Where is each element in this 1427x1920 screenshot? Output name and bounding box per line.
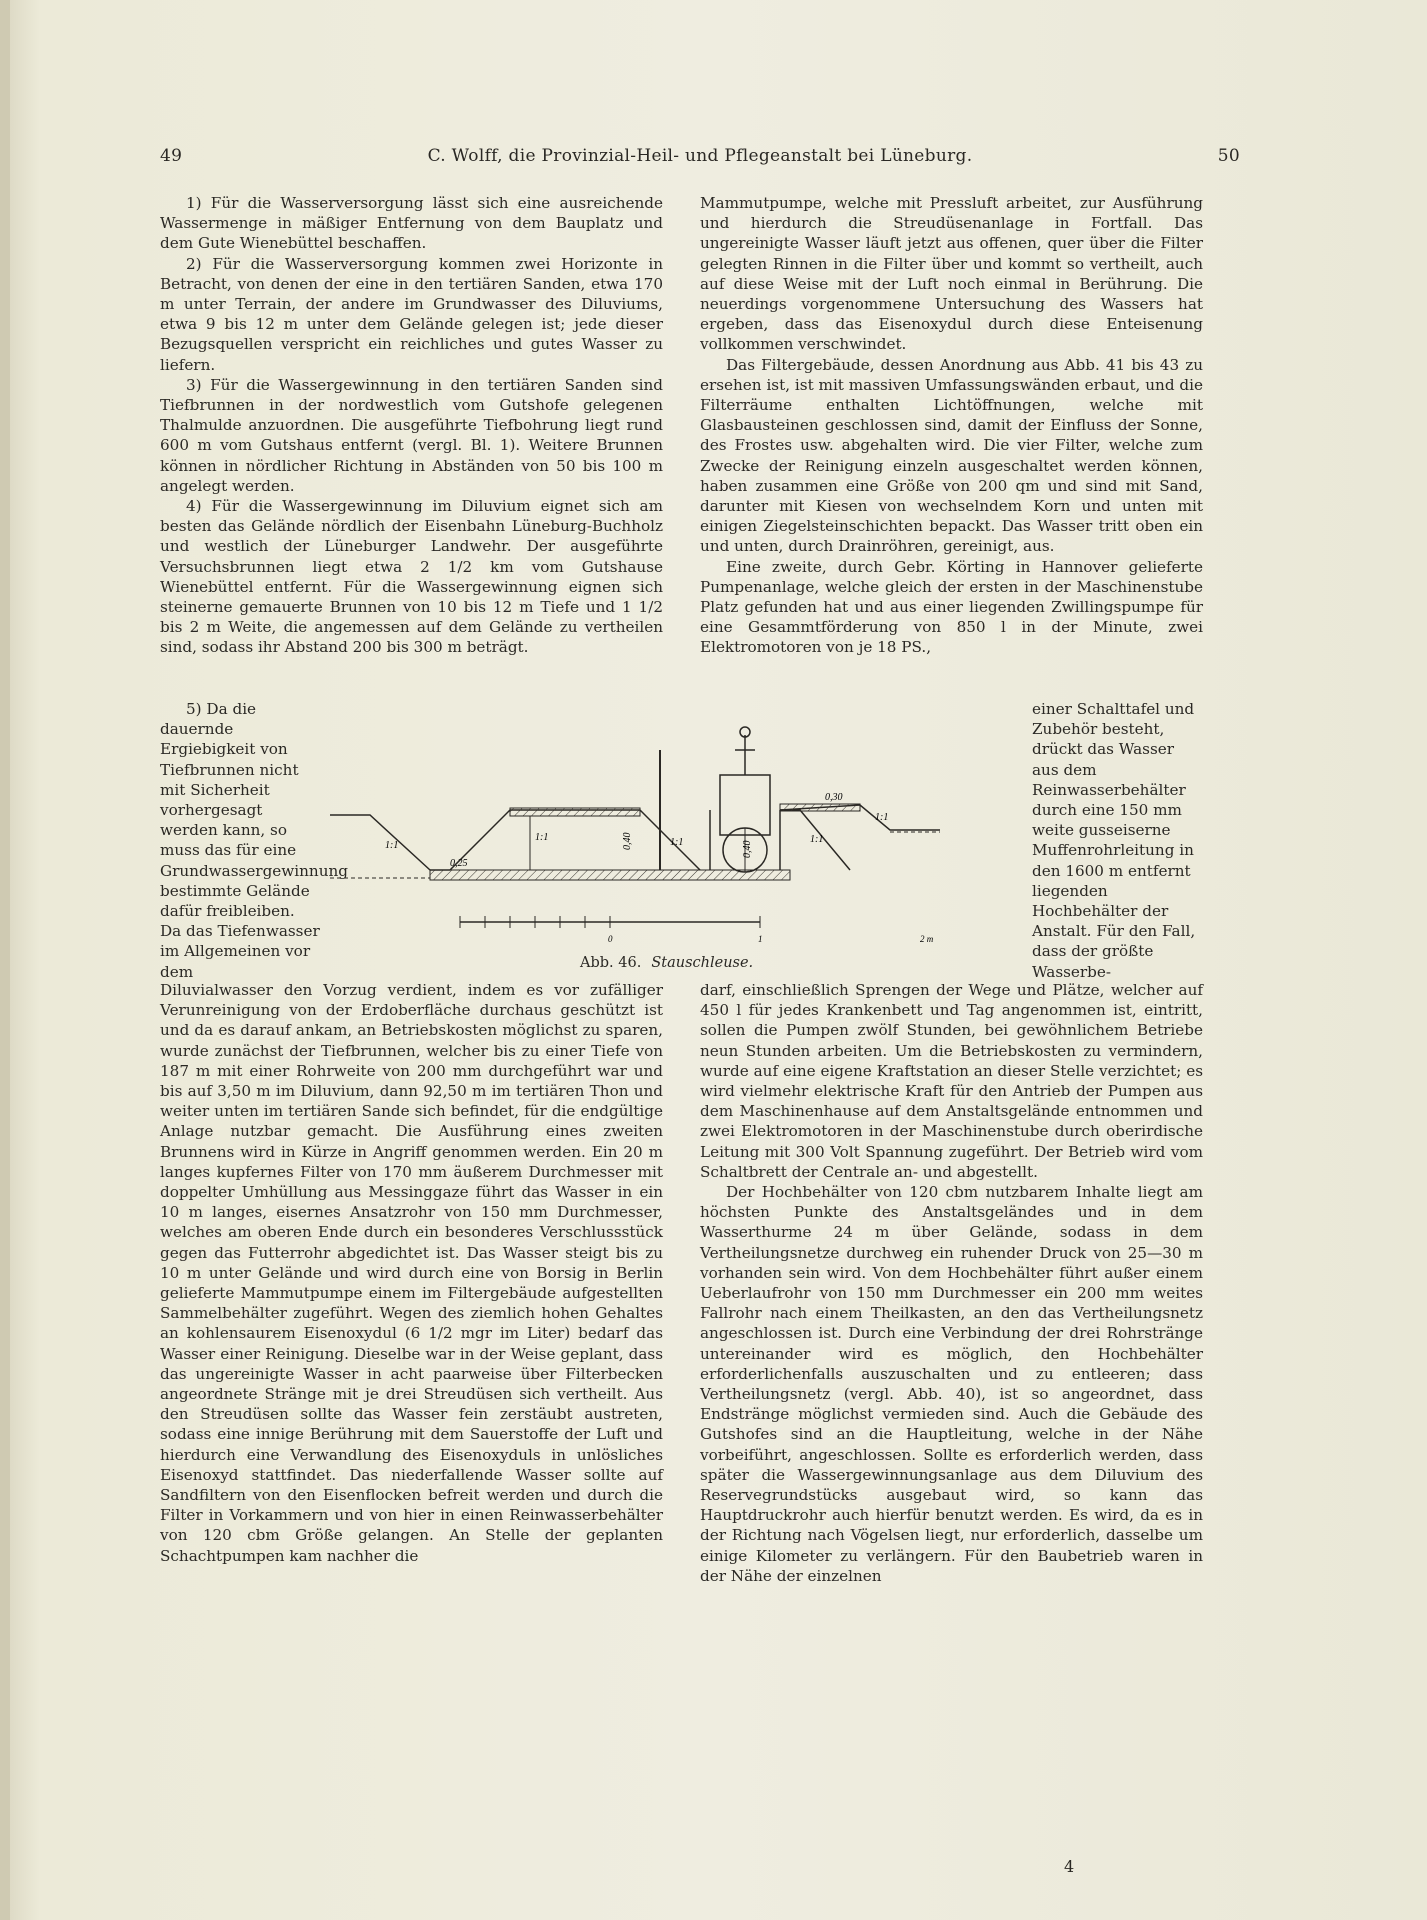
- left-column-top: [160, 193, 663, 658]
- base-layer: [430, 870, 790, 880]
- label-slope-right: 1:1: [875, 812, 889, 823]
- left-column-narrow: [160, 699, 348, 982]
- right-column-top: [700, 193, 1203, 658]
- right-column-narrow: [1032, 699, 1203, 982]
- label-scale-zero: 0: [608, 934, 613, 944]
- paragraph-6: Diluvialwasser den Vorzug verdient, indem es vor zufälliger Verunreinigung von der Erdoberfläche durchaus geschützt ist und da es darauf ankam, an Betriebskosten möglichst zu sparen, wurde zunächst der Tiefbrunnen, welcher bis zu einer Tiefe von 187 m mit einer Rohrweite von 200 mm durchgeführt war und bis auf 3,50 m im Diluvium, dann 92,50 m im tertiären Thon und weiter unten im tertiären Sande sich befindet, für die endgültige Anlage nutzbar gemacht. Die Ausführung eines zweiten Brunnens wird in Kürze in Angriff genommen werden. Ein 20 m langes kupfernes Filter von 170 mm äußerem Durchmesser mit doppelter Umhüllung aus Messinggaze führt das Wasser in ein 10 m langes, eisernes Ansatzrohr von 150 mm Durchmesser, welches am oberen Ende durch ein besonderes Verschlussstück gegen das Futterrohr abgedichtet ist. Das Wasser steigt bis zu 10 m unter Gelände und wird durch eine von Borsig in Berlin gelieferte Mammutpumpe einem im Filtergebäude aufgestellten Sammelbehälter zugeführt. Wegen des ziemlich hohen Gehaltes an kohlensaurem Eisenoxydul (6 1/2 mgr im Liter) bedarf das Wasser einer Reinigung. Dieselbe war in der Weise geplant, dass das ungereinigte Wasser in acht paarweise über Filterbecken angeordnete Stränge mit je drei Streudüsen sich vertheilt. Aus den Streudüsen sollte das Wasser fein zerstäubt austreten, sodass eine innige Berührung mit dem Sauerstoffe der Luft und hierdurch eine Verwandlung des Eisenoxyduls in unlösliches Eisenoxyd stattfindet. Das niederfallende Wasser sollte auf Sandfiltern von den Eisenflocken befreit werden und durch die Filter in Vorkammern und von hier in einen Reinwasserbehälter von 120 cbm Größe gelangen. An Stelle der geplanten Schachtpumpen kam nachher die: [160, 981, 663, 1565]
- running-header: [160, 146, 1240, 176]
- stauschleuse-drawing: [330, 720, 1030, 980]
- paragraph-3: 3) Für die Wassergewinnung in den tertiären Sanden sind Tiefbrunnen in der nordwestlich vom Gutshofe gelegenen Thalmulde anzuordnen. Die ausgeführte Tiefbohrung liegt rund 600 m vom Gutshaus entfernt (vergl. Bl. 1). Weitere Brunnen können in nördlicher Richtung in Abständen von 50 bis 100 m angelegt werden.: [160, 375, 663, 495]
- figure-caption: [580, 955, 753, 971]
- label-dim-depth: 0,40: [622, 832, 633, 850]
- paragraph-11: darf, einschließlich Sprengen der Wege und Plätze, welcher auf 450 l für jedes Krankenbett und Tag angenommen ist, eintritt, sollen die Pumpen zwölf Stunden, bei gewöhnlichem Betriebe neun Stunden arbeiten. Um die Betriebskosten zu vermindern, wurde auf eine eigene Kraftstation an dieser Stelle verzichtet; es wird vielmehr elektrische Kraft für den Antrieb der Pumpen aus dem Maschinenhause auf dem Anstaltsgelände entnommen und zwei Elektromotoren in der Maschinenstube durch oberirdische Leitung mit 300 Volt Spannung zugeführt. Der Betrieb wird vom Schaltbrett der Centrale an- und abgestellt.: [700, 981, 1203, 1181]
- top-layer-right: [780, 804, 860, 811]
- page-edge: [0, 0, 10, 1920]
- gate-housing: [720, 775, 770, 835]
- ground-left-line: [330, 815, 430, 870]
- label-slope-right-inner: 1:1: [810, 834, 824, 845]
- caption-title: Stauschleuse.: [651, 955, 754, 971]
- sheet-signature: 4: [1064, 1857, 1075, 1876]
- paragraph-2: 2) Für die Wasserversorgung kommen zwei Horizonte in Betracht, von denen der eine in den tertiären Sanden, etwa 170 m unter Terrain, der andere im Grundwasser des Diluviums, etwa 9 bis 12 m unter dem Gelände gelegen ist; jede dieser Bezugsquellen verspricht ein reichliches und gutes Wasser zu liefern.: [160, 254, 663, 374]
- label-scale-unit: 2 m: [920, 934, 934, 944]
- label-slope-mid-left: 1:1: [535, 832, 549, 843]
- label-dim-top: 0,30: [825, 792, 843, 803]
- paragraph-12: Der Hochbehälter von 120 cbm nutzbarem Inhalte liegt am höchsten Punkte des Anstaltsgeländes und in dem Wasserthurme 24 m über Gelände, sodass in dem Vertheilungsnetze durchweg ein ruhender Druck von 25—30 m vorhanden sein wird. Von dem Hochbehälter führt außer einem Ueberlaufrohr von 150 mm Durchmesser ein 200 mm weites Fallrohr nach einem Theilkasten, an den das Vertheilungsnetz angeschlossen ist. Durch eine Verbindung der drei Rohrstränge untereinander wird es möglich, den Hochbehälter erforderlichenfalls auszuschalten und zu entleeren; dass Vertheilungsnetz (vergl. Abb. 40), ist so angeordnet, dass Endstränge möglichst vermieden sind. Auch die Gebäude des Gutshofes sind an die Hauptleitung, welche in der Nähe vorbeiführt, angeschlossen. Sollte es erforderlich werden, dass später die Wassergewinnungsanlage aus dem Diluvium des Reservegrundstücks ausgebaut wird, so kann das Hauptdruckrohr auch hierfür benutzt werden. Es wird, da es in der Richtung nach Vögelsen liegt, nur erforderlich, dasselbe um einige Kilometer zu verlängern. Für den Baubetrieb waren in der Nähe der einzelnen: [700, 1183, 1203, 1585]
- top-layer-left: [510, 808, 640, 816]
- label-scale-one: 1: [758, 934, 763, 944]
- paragraph-9: Eine zweite, durch Gebr. Körting in Hannover gelieferte Pumpenanlage, welche gleich der ersten in der Maschinenstube Platz gefunden hat und aus einer liegenden Zwillingspumpe für eine Gesammtförderung von 850 l in der Minute, zwei Elektromotoren von je 18 PS.,: [700, 557, 1203, 657]
- caption-number: Abb. 46.: [580, 955, 642, 971]
- paragraph-1: 1) Für die Wasserversorgung lässt sich eine ausreichende Wassermenge in mäßiger Entfernung von dem Bauplatz und dem Gute Wienebüttel beschaffen.: [160, 194, 663, 253]
- left-column-bottom: [160, 980, 663, 1566]
- running-title: C. Wolff, die Provinzial-Heil- und Pflegeanstalt bei Lüneburg.: [427, 146, 973, 166]
- figure-stauschleuse: [330, 720, 1030, 980]
- page-number-left: 49: [160, 146, 183, 166]
- paragraph-7: Mammutpumpe, welche mit Pressluft arbeitet, zur Ausführung und hierdurch die Streudüsenanlage in Fortfall. Das ungereinigte Wasser läuft jetzt aus offenen, quer über die Filter gelegten Rinnen in die Filter über und kommt so vertheilt, auch auf diese Weise mit der Luft noch einmal in Berührung. Die neuerdings vorgenommene Untersuchung des Wassers hat ergeben, dass das Eisenoxydul durch diese Enteisenung vollkommen verschwindet.: [700, 194, 1203, 354]
- label-dim-pipe: 0,40: [742, 840, 753, 858]
- page-number-right: 50: [1217, 146, 1240, 166]
- paragraph-8: Das Filtergebäude, dessen Anordnung aus Abb. 41 bis 43 zu ersehen ist, ist mit massiven Umfassungswänden erbaut, und die Filterräume enthalten Lichtöffnungen, welche mit Glasbausteinen geschlossen sind, damit der Einfluss der Sonne, des Frostes usw. abgehalten wird. Die vier Filter, welche zum Zwecke der Reinigung einzeln ausgeschaltet werden können, haben zusammen eine Größe von 200 qm und sind mit Sand, darunter mit Kiesen von wechselndem Korn und unten mit einigen Ziegelsteinschichten bepackt. Das Wasser tritt oben ein und unten, durch Drainröhren, gereinigt, aus.: [700, 355, 1203, 556]
- label-slope-left: 1:1: [385, 840, 399, 851]
- right-column-bottom: [700, 980, 1203, 1586]
- paragraph-4: 4) Für die Wassergewinnung im Diluvium eignet sich am besten das Gelände nördlich der Eisenbahn Lüneburg-Buchholz und westlich der Lüneburger Landwehr. Der ausgeführte Versuchsbrunnen liegt etwa 2 1/2 km vom Gutshause Wienebüttel entfernt. Für die Wassergewinnung eignen sich steinerne gemauerte Brunnen von 10 bis 12 m Tiefe und 1 1/2 bis 2 m Weite, die angemessen auf dem Gelände zu vertheilen sind, sodass ihr Abstand 200 bis 300 m beträgt.: [160, 497, 663, 657]
- paragraph-10: einer Schalttafel und Zubehör besteht, drückt das Wasser aus dem Reinwasserbehälter durch eine 150 mm weite gusseiserne Muffenrohrleitung in den 1600 m entfernt liegenden Hochbehälter der Anstalt. Für den Fall, dass der größte Wasserbe-: [1032, 700, 1196, 981]
- label-dim-left: 0,25: [450, 858, 468, 869]
- label-slope-mid: 1:1: [670, 837, 684, 848]
- paragraph-5: 5) Da die dauernde Ergiebigkeit von Tiefbrunnen nicht mit Sicherheit vorhergesagt werden kann, so muss das für eine Grundwassergewinnung bestimmte Gelände dafür freibleiben. Da das Tiefenwasser im Allgemeinen vor dem: [160, 700, 348, 981]
